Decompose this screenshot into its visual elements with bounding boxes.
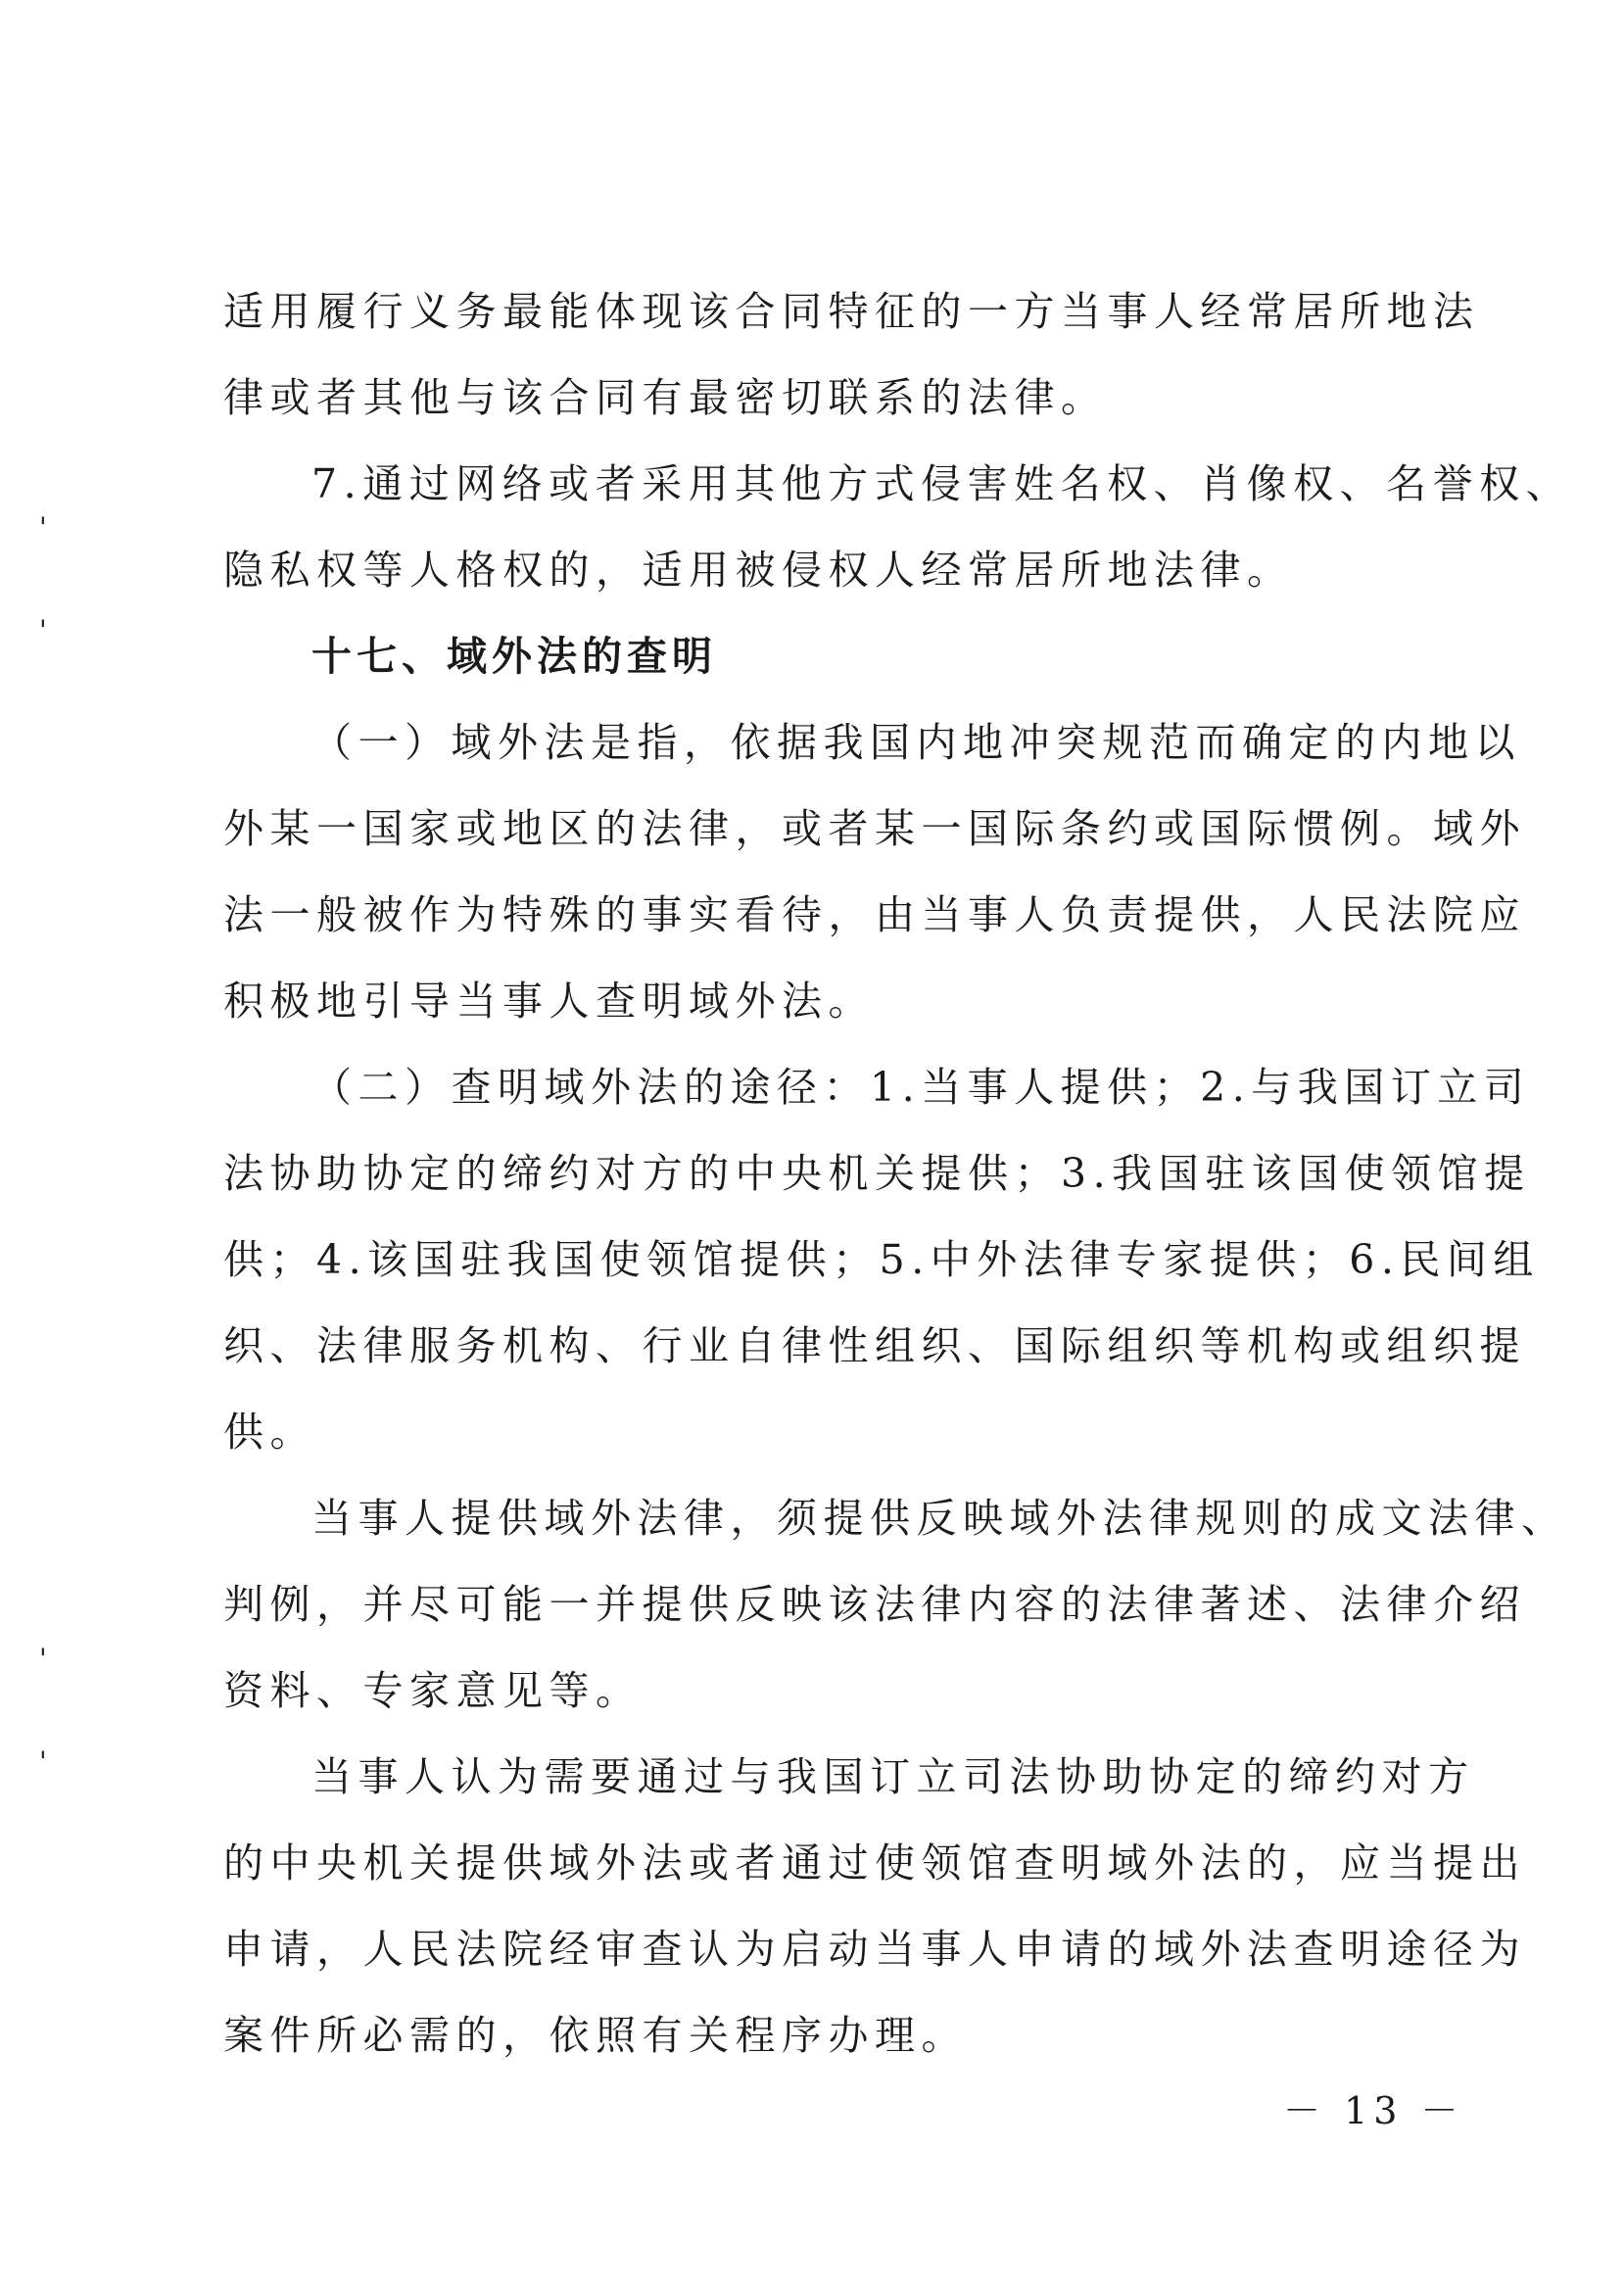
body-line: 当事人提供域外法律，须提供反映域外法律规则的成文法律、 [311, 1495, 1568, 1542]
body-line: （二）查明域外法的途径：1.当事人提供；2.与我国订立司 [311, 1064, 1531, 1111]
body-line: 判例，并尽可能一并提供反映该法律内容的法律著述、法律介绍 [223, 1581, 1526, 1628]
page-number: － 13 － [1283, 2089, 1464, 2132]
body-line: 积极地引导当事人查明域外法。 [223, 978, 875, 1025]
body-line: （一）域外法是指，依据我国内地冲突规范而确定的内地以 [311, 719, 1521, 766]
margin-mark: ' [39, 511, 47, 544]
body-line: 隐私权等人格权的，适用被侵权人经常居所地法律。 [223, 547, 1294, 594]
margin-mark: ' [39, 1745, 47, 1778]
body-line: 当事人认为需要通过与我国订立司法协助协定的缔约对方 [311, 1753, 1475, 1800]
body-line: 7.通过网络或者采用其他方式侵害姓名权、肖像权、名誉权、 [311, 460, 1573, 507]
body-line: 的中央机关提供域外法或者通过使领馆查明域外法的，应当提出 [223, 1839, 1526, 1886]
body-line: 案件所必需的，依照有关程序办理。 [223, 2012, 968, 2059]
body-line: 织、法律服务机构、行业自律性组织、国际组织等机构或组织提 [223, 1322, 1526, 1369]
body-line: 适用履行义务最能体现该合同特征的一方当事人经常居所地法 [223, 288, 1480, 335]
body-line: 申请，人民法院经审查认为启动当事人申请的域外法查明途径为 [223, 1926, 1526, 1973]
body-line: 律或者其他与该合同有最密切联系的法律。 [223, 374, 1108, 421]
body-line: 法协助协定的缔约对方的中央机关提供；3.我国驻该国使领馆提 [223, 1150, 1531, 1197]
body-line: 供。 [223, 1409, 316, 1456]
margin-mark: ' [39, 614, 47, 646]
body-line: 外某一国家或地区的法律，或者某一国际条约或国际惯例。域外 [223, 805, 1526, 852]
body-line: 供；4.该国驻我国使领馆提供；5.中外法律专家提供；6.民间组 [223, 1236, 1540, 1283]
body-line: 资料、专家意见等。 [223, 1667, 643, 1714]
body-line: 法一般被作为特殊的事实看待，由当事人负责提供，人民法院应 [223, 891, 1526, 938]
margin-mark: ' [39, 1643, 47, 1675]
section-heading: 十七、域外法的查明 [311, 633, 717, 680]
